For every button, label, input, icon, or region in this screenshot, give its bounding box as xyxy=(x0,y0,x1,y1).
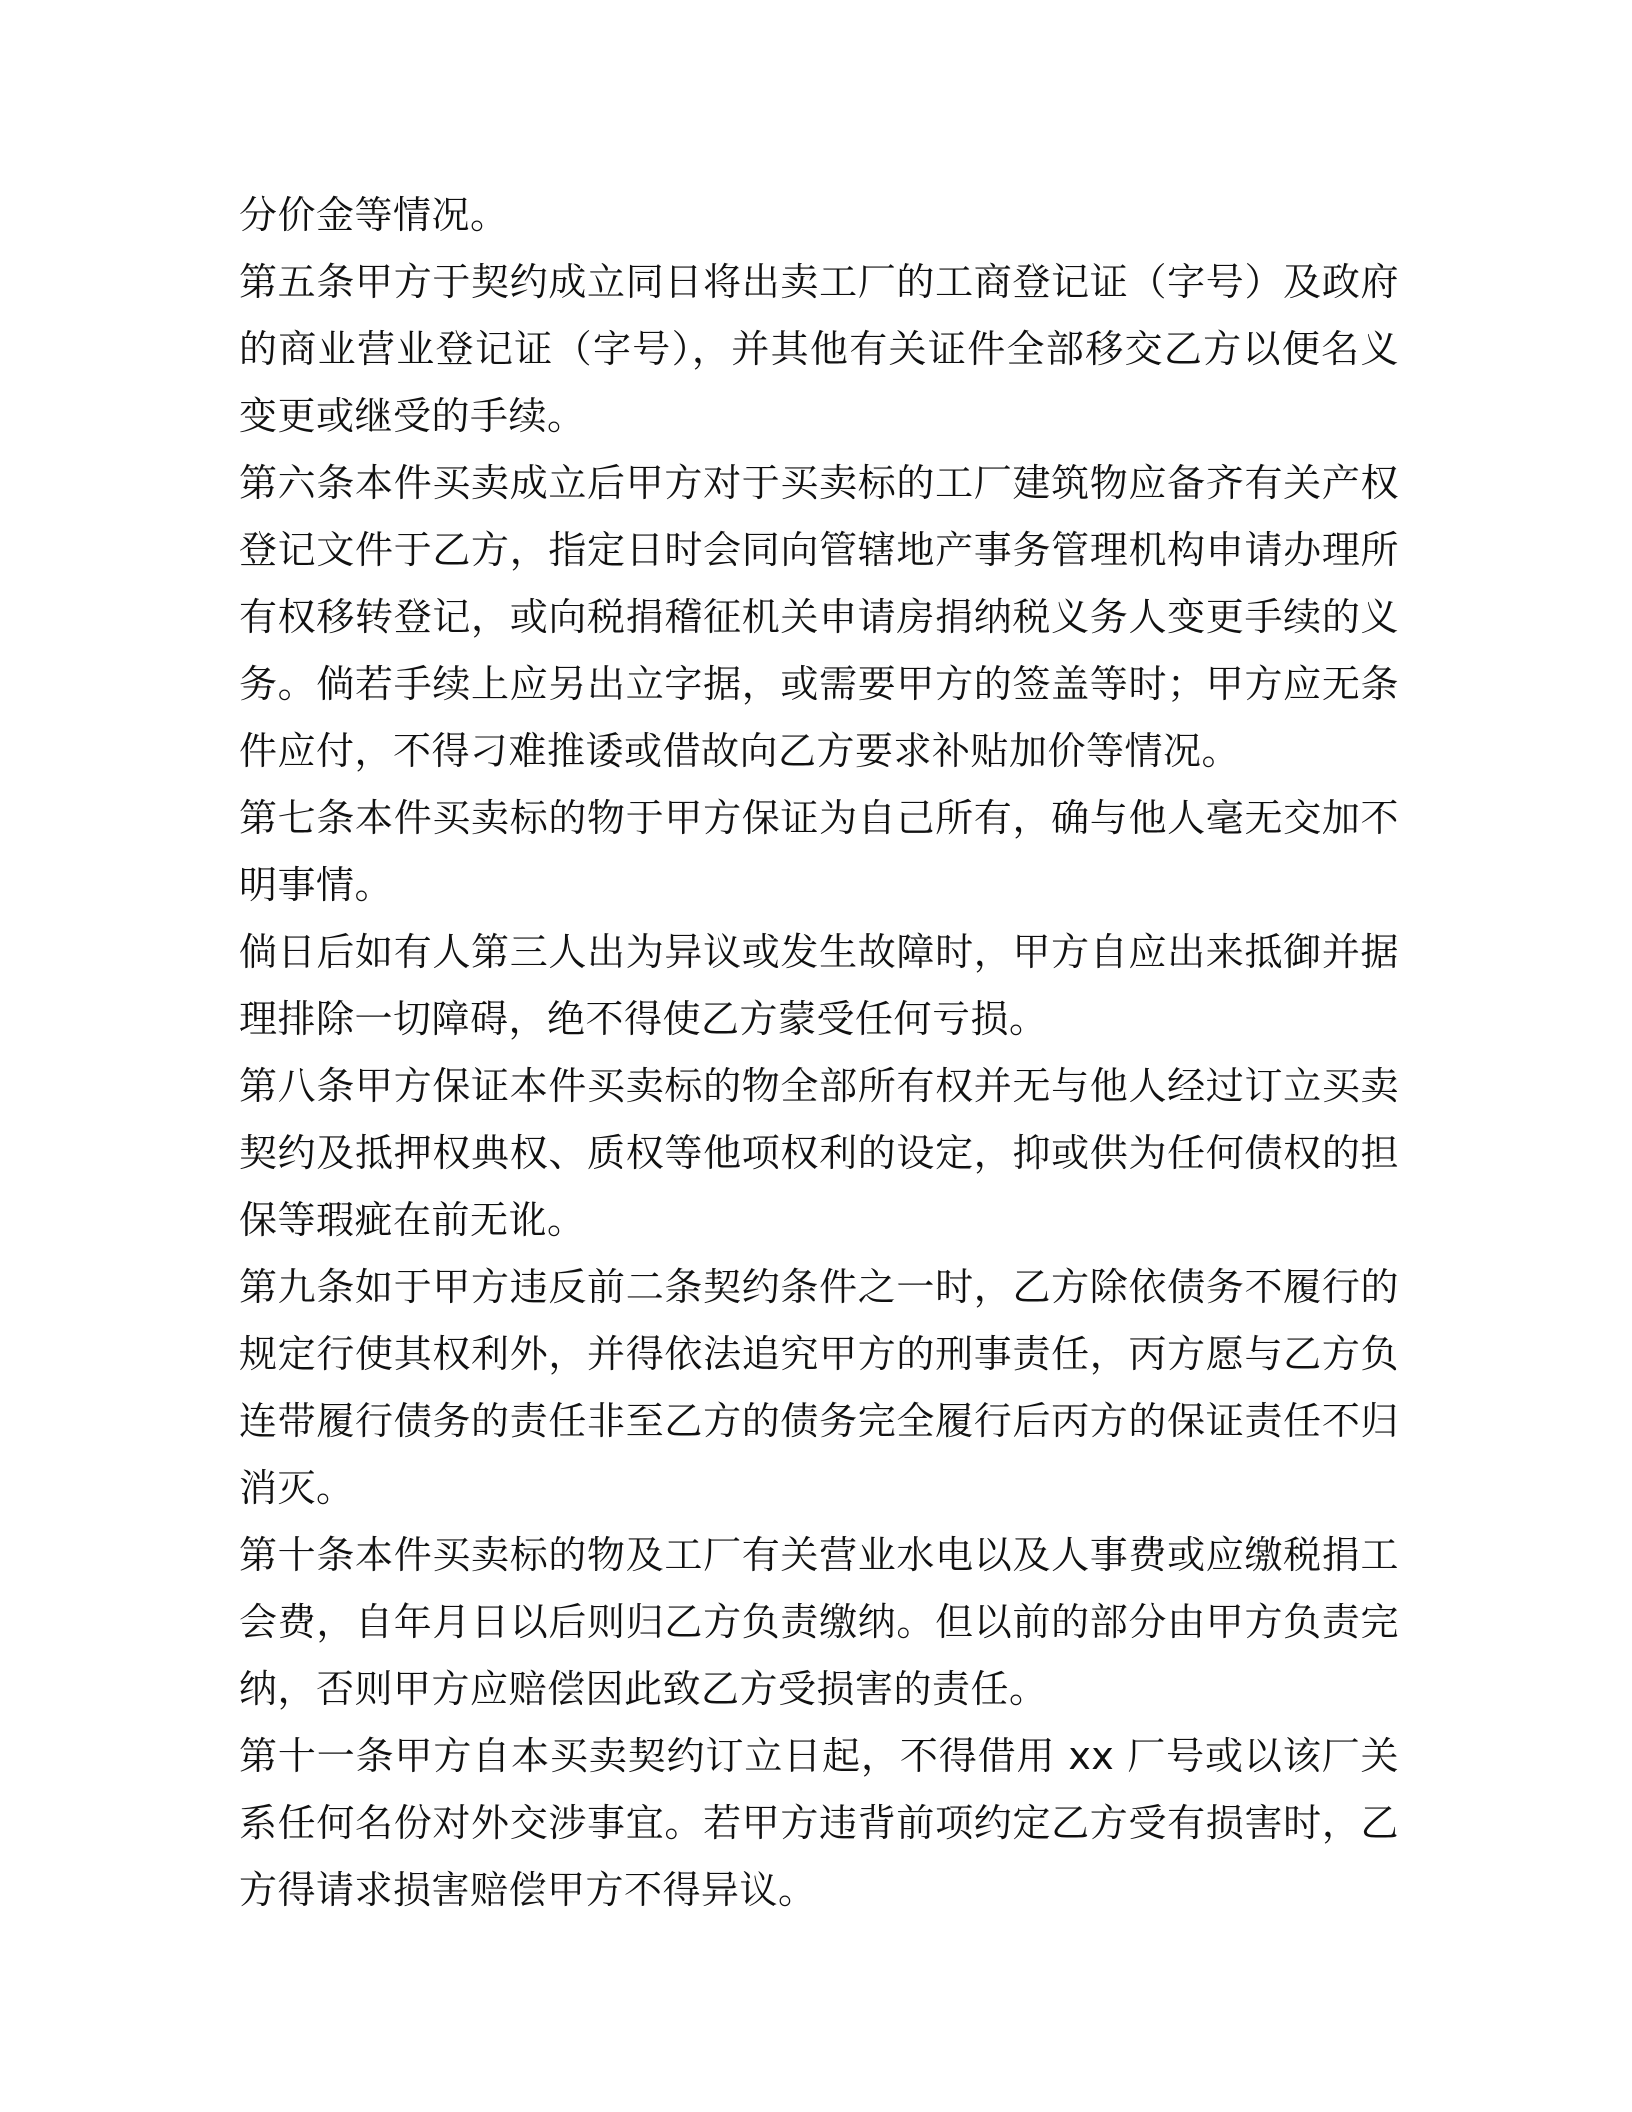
document-body xyxy=(239,182,1399,1924)
paragraph-article-9: 第九条如于甲方违反前二条契约条件之一时，乙方除依债务不履行的规定行使其权利外，并得依法追究甲方的刑事责任，丙方愿与乙方负连带履行债务的责任非至乙方的债务完全履行后丙方的保证责任不归消灭。 xyxy=(239,1265,1399,1510)
paragraph-article-8: 第八条甲方保证本件买卖标的物全部所有权并无与他人经过订立买卖契约及抵押权典权、质权等他项权利的设定，抑或供为任何债权的担保等瑕疵在前无讹。 xyxy=(239,1064,1399,1242)
paragraph-continuation: 分价金等情况。 xyxy=(239,193,509,237)
paragraph-article-7-supplement: 倘日后如有人第三人出为异议或发生故障时，甲方自应出来抵御并据理排除一切障碍，绝不得使乙方蒙受任何亏损。 xyxy=(239,930,1399,1041)
paragraph-article-10: 第十条本件买卖标的物及工厂有关营业水电以及人事费或应缴税捐工会费，自年月日以后则归乙方负责缴纳。但以前的部分由甲方负责完纳，否则甲方应赔偿因此致乙方受损害的责任。 xyxy=(239,1533,1399,1711)
paragraph-article-6: 第六条本件买卖成立后甲方对于买卖标的工厂建筑物应备齐有关产权登记文件于乙方，指定日时会同向管辖地产事务管理机构申请办理所有权移转登记，或向税捐稽征机关申请房捐纳税义务人变更手续的义务。倘若手续上应另出立字据，或需要甲方的签盖等时；甲方应无条件应付，不得刁难推诿或借故向乙方要求补贴加价等情况。 xyxy=(239,461,1399,773)
paragraph-article-7: 第七条本件买卖标的物于甲方保证为自己所有，确与他人毫无交加不明事情。 xyxy=(239,796,1399,907)
paragraph-article-11: 第十一条甲方自本买卖契约订立日起，不得借用 xx 厂号或以该厂关系任何名份对外交涉事宜。若甲方违背前项约定乙方受有损害时，乙方得请求损害赔偿甲方不得异议。 xyxy=(239,1734,1399,1912)
paragraph-article-5: 第五条甲方于契约成立同日将出卖工厂的工商登记证（字号）及政府的商业营业登记证（字号），并其他有关证件全部移交乙方以便名义变更或继受的手续。 xyxy=(239,260,1399,438)
